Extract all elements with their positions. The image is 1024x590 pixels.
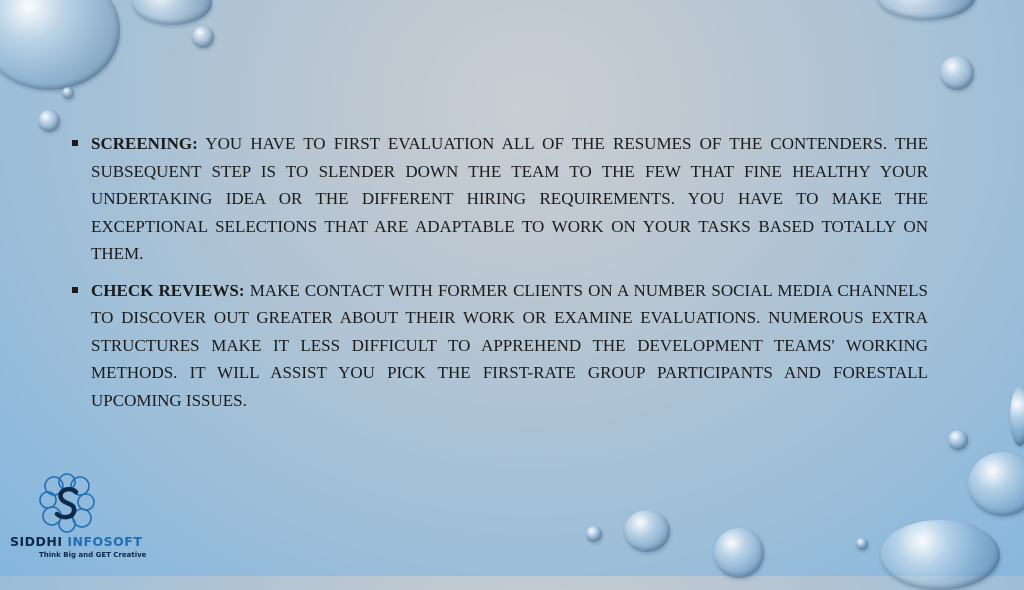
- water-drop: [0, 0, 120, 90]
- water-drop: [62, 87, 74, 99]
- bullet-item-check-reviews: [70, 277, 928, 415]
- bullet-text: MAKE CONTACT WITH FORMER CLIENTS ON A NUMBER SOCIAL MEDIA CHANNELS TO DISCOVER OUT GREATER ABOUT THEIR WORK OR EXAMINE EVALUATIONS. NUMEROUS EXTRA STRUCTURES MAKE IT LESS DIFFICULT TO APPREHEND THE DEVELOPMENT TEAMS' WORKING METHODS. IT WILL ASSIST YOU PICK THE FIRST-RATE GROUP PARTICIPANTS AND FORESTALL UPCOMING ISSUES.: [91, 280, 928, 410]
- water-drop: [948, 430, 968, 450]
- water-drop: [880, 520, 1000, 590]
- water-drop: [38, 110, 60, 132]
- water-drop: [624, 510, 670, 552]
- water-drop: [968, 452, 1024, 516]
- bullet-heading: SCREENING:: [91, 134, 198, 153]
- water-drop: [940, 56, 974, 90]
- logo-s-emblem-icon: [34, 472, 100, 534]
- water-drop: [876, 0, 976, 20]
- bullet-text: YOU HAVE TO FIRST EVALUATION ALL OF THE RESUMES OF THE CONTENDERS. THE SUBSEQUENT STEP IS TO SLENDER DOWN THE TEAM TO THE FEW THAT FINE HEALTHY YOUR UNDERTAKING IDEA OR THE DIFFERENT HIRING REQUIREMENTS. YOU HAVE TO MAKE THE EXCEPTIONAL SELECTIONS THAT ARE ADAPTABLE TO WORK ON YOUR TASKS BASED TOTALLY ON THEM.: [91, 134, 928, 263]
- logo-wordmark: SIDDHI INFOSOFT: [10, 534, 143, 549]
- water-drop: [586, 526, 602, 542]
- bullet-item-screening: [70, 130, 928, 268]
- water-drop: [132, 0, 212, 25]
- square-bullet-icon: [72, 287, 78, 293]
- square-bullet-icon: [72, 140, 78, 146]
- slide-body: [70, 130, 928, 423]
- water-drop: [192, 26, 214, 48]
- water-drop: [856, 538, 868, 550]
- bullet-heading: CHECK REVIEWS:: [91, 280, 245, 300]
- water-drop: [714, 528, 764, 578]
- water-drop: [1010, 386, 1024, 446]
- logo-tagline: Think Big and GET Creative: [39, 551, 147, 559]
- company-logo: [8, 470, 147, 570]
